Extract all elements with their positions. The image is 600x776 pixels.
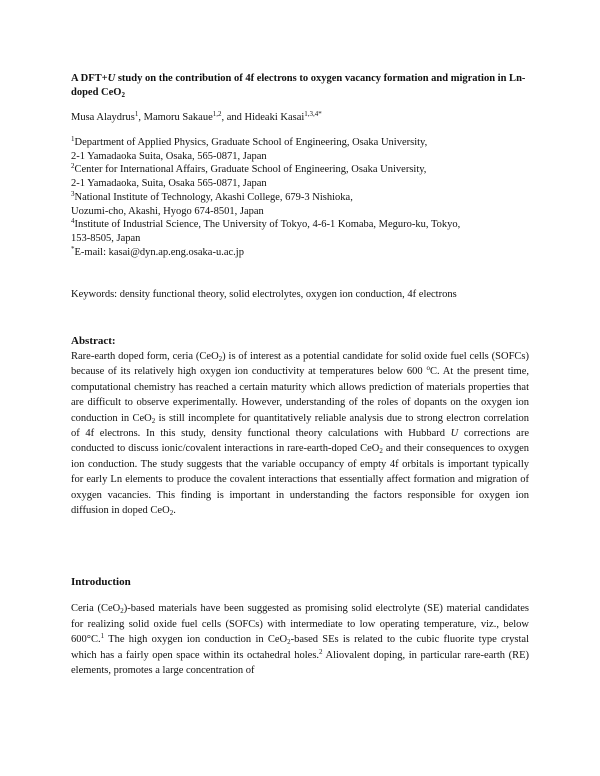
email-line	[71, 246, 529, 260]
affil-text: 2-1 Yamadaoka, Suita, Osaka 565-0871, Japan	[71, 178, 267, 190]
title-subscript: 2	[121, 91, 125, 99]
abstract-text: Rare-earth doped form, ceria (CeO	[71, 351, 219, 362]
affiliation-line	[71, 232, 529, 246]
affiliation-line	[71, 191, 529, 205]
citation-mark: 2	[319, 647, 323, 656]
author-affil-mark: 1,2	[212, 110, 222, 118]
intro-text: Ceria (CeO	[71, 603, 121, 614]
degree-mark: o	[426, 364, 430, 373]
subscript: 2	[287, 638, 291, 647]
intro-text: -based SEs is related to the cubic fluorite type crystal which has a fairly open space within its octahedral holes.	[71, 634, 530, 661]
abstract-text: C. At the present time, computational chemistry has reached a certain maturity which allows prediction of materials properties that are difficult to observe experimentally. However, understanding of the roles of dopants on the oxygen ion conduction in CeO	[71, 366, 529, 424]
abstract-text: .	[173, 505, 176, 517]
affil-text: Department of Applied Physics, Graduate School of Engineering, Osaka University,	[74, 137, 428, 148]
citation-mark: 1	[100, 632, 105, 641]
title-u-symbol: U	[107, 73, 116, 84]
email-mark: *	[71, 244, 75, 253]
affiliation-line	[71, 150, 529, 164]
affiliation-line	[71, 205, 529, 219]
subscript: 2	[169, 509, 174, 518]
subscript: 2	[151, 416, 156, 425]
introduction-heading: Introduction	[71, 576, 131, 588]
title-part: A DFT+	[71, 73, 108, 84]
subscript: 2	[120, 607, 124, 615]
affil-text: Institute of Industrial Science, The University of Tokyo, 4-6-1 Komaba, Meguro-ku, Tokyo,	[74, 219, 461, 231]
intro-text: The high oxygen ion conduction in CeO	[104, 634, 288, 646]
affiliation-line	[71, 177, 529, 191]
intro-text: Aliovalent doping, in particular rare-earth (RE) elements, promotes a large concentration of	[71, 649, 529, 677]
subscript: 2	[218, 355, 223, 363]
abstract-heading: Abstract:	[71, 335, 116, 347]
u-symbol: U	[450, 428, 459, 440]
introduction-body	[71, 601, 529, 679]
abstract-text: ) is of interest as a potential candidate for solid oxide fuel cells (SOFCs) because of its relatively high oxygen ion conductivity at temperatures below 600	[71, 351, 529, 378]
keywords: Keywords: density functional theory, solid electrolytes, oxygen ion conduction, 4f electrons	[71, 289, 457, 300]
author-name: Musa Alaydrus	[71, 112, 135, 123]
affil-number: 2	[71, 162, 75, 171]
intro-text: )-based materials have been suggested as promising solid electrolyte (SE) material candidates for realizing solid oxide fuel cells (SOFCs) with intermediate to low operating temperature, viz., below 600°C.	[71, 603, 530, 646]
subscript: 2	[379, 447, 383, 456]
abstract-body	[71, 349, 529, 518]
affil-text: 2-1 Yamadaoka Suita, Osaka, 565-0871, Japan	[71, 150, 267, 162]
affiliations	[71, 136, 529, 259]
title-part: study on the contribution of 4f electrons to oxygen vacancy formation and migration in Ln-doped CeO	[71, 73, 526, 98]
author-affil-mark: 1,3,4*	[304, 110, 322, 118]
abstract-text: corrections are conducted to discuss ionic/covalent interactions in rare-earth-doped CeO	[71, 428, 529, 455]
affiliation-line	[71, 163, 529, 177]
author-list	[71, 111, 529, 125]
abstract-text: and their consequences to oxygen ion conduction. The study suggests that the variable occupancy of empty 4f orbitals is important typically for early Ln elements to produce the covalent interactions that essentially affect formation and migration of oxygen vacancies. This finding is important in understanding the factors responsible for oxygen ion diffusion in doped CeO	[71, 443, 529, 517]
author-name: , Mamoru Sakaue	[138, 112, 213, 123]
email-text: E-mail: kasai@dyn.ap.eng.osaka-u.ac.jp	[74, 246, 244, 258]
affil-number: 1	[71, 135, 75, 143]
affil-number: 3	[71, 189, 75, 198]
author-affil-mark: 1	[134, 110, 139, 118]
affil-number: 4	[71, 217, 75, 226]
affil-text: Center for International Affairs, Graduate School of Engineering, Osaka University,	[74, 164, 427, 176]
abstract-text: is still incomplete for quantitatively reliable analysis due to strong electron correlation of 4f electrons. In this study, density functional theory calculations with Hubbard	[71, 412, 529, 440]
affiliation-line	[71, 136, 529, 150]
affil-text: National Institute of Technology, Akashi College, 679-3 Nishioka,	[74, 191, 353, 203]
affiliation-line	[71, 218, 529, 232]
paper-title	[71, 72, 529, 100]
author-name: , and Hideaki Kasai	[221, 112, 305, 123]
affil-text: Uozumi-cho, Akashi, Hyogo 674-8501, Japan	[71, 205, 264, 217]
affil-text: 153-8505, Japan	[71, 232, 141, 244]
